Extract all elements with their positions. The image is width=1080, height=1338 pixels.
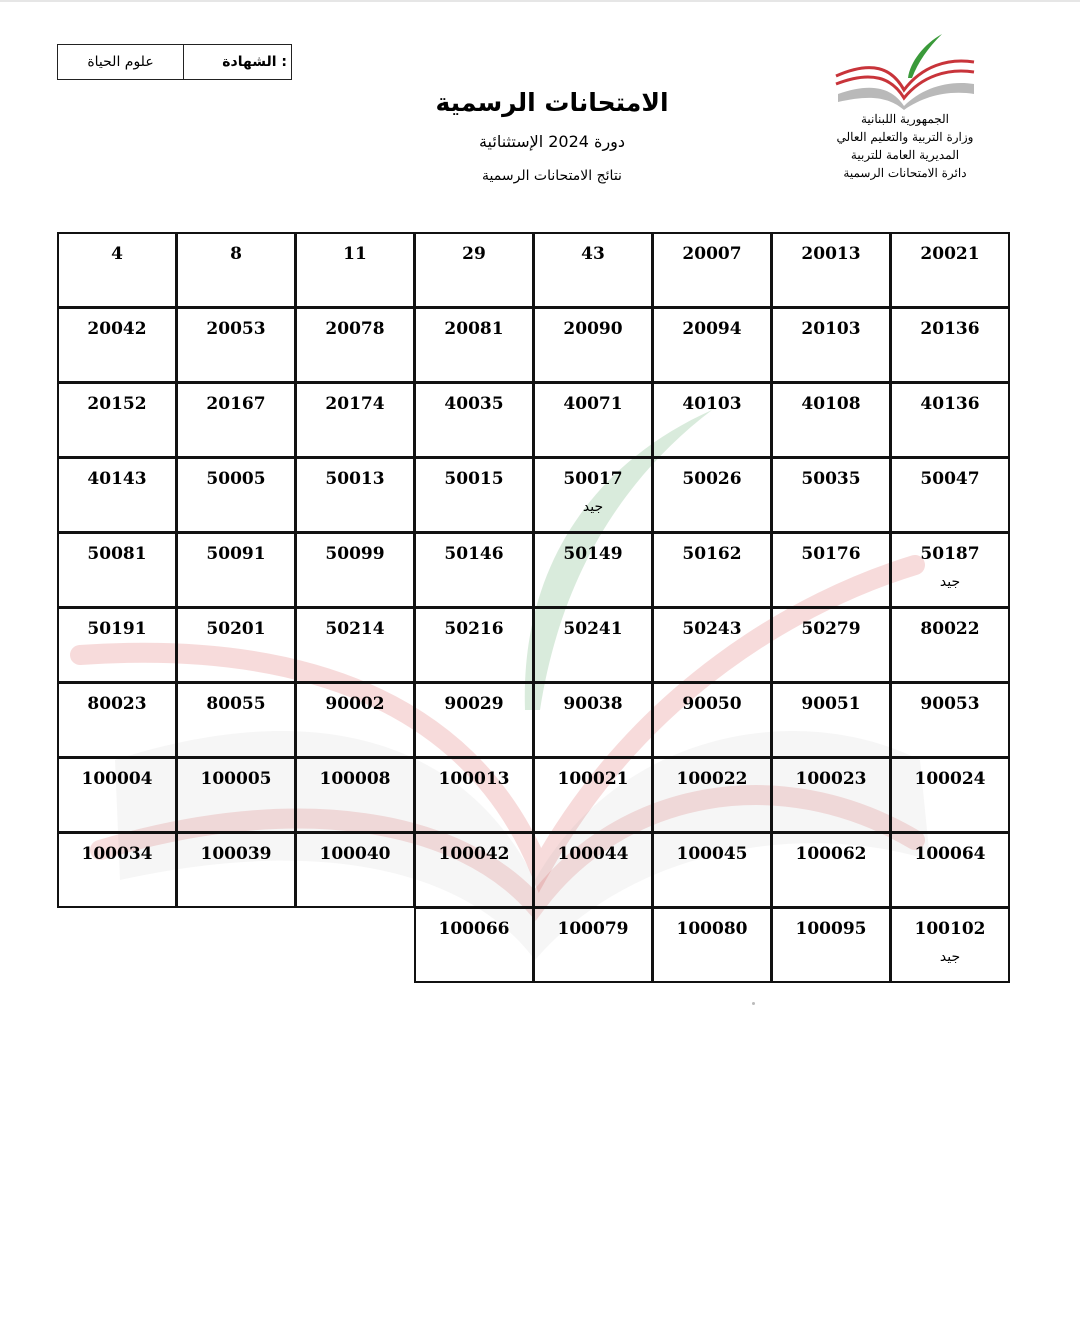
result-cell <box>533 532 653 608</box>
candidate-number: 100066 <box>438 919 510 939</box>
candidate-number: 100004 <box>81 769 153 789</box>
result-cell <box>295 532 415 608</box>
candidate-number: 8 <box>230 244 242 264</box>
result-cell <box>533 907 653 983</box>
result-cell <box>176 457 296 533</box>
result-cell <box>57 607 177 683</box>
result-cell <box>414 307 534 383</box>
candidate-number: 50214 <box>325 619 385 639</box>
result-cell <box>533 457 653 533</box>
result-cell <box>176 757 296 833</box>
candidate-number: 100024 <box>914 769 986 789</box>
candidate-number: 20103 <box>801 319 861 339</box>
candidate-number: 50201 <box>206 619 266 639</box>
candidate-number: 20167 <box>206 394 266 414</box>
page-title: الامتحانات الرسمية <box>435 88 669 117</box>
result-cell <box>414 532 534 608</box>
candidate-number: 50017 <box>563 469 623 489</box>
candidate-number: 100044 <box>557 844 629 864</box>
candidate-number: 50241 <box>563 619 623 639</box>
candidate-number: 11 <box>343 244 367 264</box>
result-cell <box>652 232 772 308</box>
grade-label: جيد <box>582 499 604 515</box>
ministry-line: وزارة التربية والتعليم العالي <box>836 130 974 144</box>
result-cell <box>414 832 534 908</box>
candidate-number: 100079 <box>557 919 629 939</box>
candidate-number: 50013 <box>325 469 385 489</box>
certificate-value: علوم الحياة <box>58 45 184 79</box>
candidate-number: 40143 <box>87 469 147 489</box>
result-cell <box>533 832 653 908</box>
result-cell <box>57 757 177 833</box>
candidate-number: 50015 <box>444 469 504 489</box>
result-cell <box>414 607 534 683</box>
candidate-number: 50026 <box>682 469 742 489</box>
ministry-block <box>820 110 990 182</box>
result-cell <box>652 532 772 608</box>
result-cell <box>890 457 1010 533</box>
result-cell <box>652 307 772 383</box>
result-cell <box>57 832 177 908</box>
result-cell <box>890 832 1010 908</box>
candidate-number: 20021 <box>920 244 980 264</box>
ministry-line: دائرة الامتحانات الرسمية <box>843 166 967 180</box>
result-cell <box>176 232 296 308</box>
result-cell <box>771 607 891 683</box>
result-cell <box>57 457 177 533</box>
candidate-number: 50005 <box>206 469 266 489</box>
result-cell <box>890 682 1010 758</box>
candidate-number: 50047 <box>920 469 980 489</box>
top-border <box>0 0 1080 2</box>
candidate-number: 50216 <box>444 619 504 639</box>
result-cell <box>176 307 296 383</box>
result-cell <box>771 757 891 833</box>
candidate-number: 90029 <box>444 694 504 714</box>
candidate-number: 40103 <box>682 394 742 414</box>
result-cell <box>533 682 653 758</box>
candidate-number: 20078 <box>325 319 385 339</box>
result-cell <box>57 682 177 758</box>
result-cell <box>771 682 891 758</box>
candidate-number: 20152 <box>87 394 147 414</box>
session-label: دورة 2024 الإستثنائية <box>478 132 626 151</box>
candidate-number: 100021 <box>557 769 629 789</box>
stray-dot <box>752 1002 755 1005</box>
result-cell <box>176 832 296 908</box>
result-cell <box>57 307 177 383</box>
candidate-number: 40108 <box>801 394 861 414</box>
candidate-number: 40035 <box>444 394 504 414</box>
result-cell <box>652 382 772 458</box>
candidate-number: 80055 <box>206 694 266 714</box>
candidate-number: 100008 <box>319 769 391 789</box>
candidate-number: 50091 <box>206 544 266 564</box>
result-cell <box>771 832 891 908</box>
candidate-number: 29 <box>462 244 486 264</box>
candidate-number: 20053 <box>206 319 266 339</box>
candidate-number: 90051 <box>801 694 861 714</box>
result-cell <box>176 532 296 608</box>
candidate-number: 20042 <box>87 319 147 339</box>
candidate-number: 100022 <box>676 769 748 789</box>
candidate-number: 100045 <box>676 844 748 864</box>
result-cell <box>890 382 1010 458</box>
candidate-number: 90038 <box>563 694 623 714</box>
result-cell <box>295 457 415 533</box>
result-cell <box>414 682 534 758</box>
result-cell <box>771 457 891 533</box>
grade-label: جيد <box>939 574 961 590</box>
result-cell <box>890 232 1010 308</box>
candidate-number: 80022 <box>920 619 980 639</box>
result-cell <box>890 907 1010 983</box>
result-cell <box>533 307 653 383</box>
ministry-line: المديرية العامة للتربية <box>850 148 960 162</box>
results-label: نتائج الامتحانات الرسمية <box>482 168 622 184</box>
candidate-number: 80023 <box>87 694 147 714</box>
candidate-number: 50146 <box>444 544 504 564</box>
candidate-number: 50149 <box>563 544 623 564</box>
candidate-number: 100005 <box>200 769 272 789</box>
candidate-number: 50081 <box>87 544 147 564</box>
candidate-number: 20081 <box>444 319 504 339</box>
result-cell <box>414 382 534 458</box>
result-cell <box>771 232 891 308</box>
result-cell <box>295 607 415 683</box>
result-cell <box>57 532 177 608</box>
candidate-number: 50187 <box>920 544 980 564</box>
result-cell <box>176 682 296 758</box>
result-cell <box>771 532 891 608</box>
candidate-number: 4 <box>111 244 123 264</box>
candidate-number: 100042 <box>438 844 510 864</box>
candidate-number: 100095 <box>795 919 867 939</box>
candidate-number: 40071 <box>563 394 623 414</box>
candidate-number: 43 <box>581 244 605 264</box>
ministry-line: الجمهورية اللبنانية <box>860 112 950 126</box>
result-cell <box>295 382 415 458</box>
candidate-number: 20094 <box>682 319 742 339</box>
candidate-number: 50162 <box>682 544 742 564</box>
candidate-number: 90002 <box>325 694 385 714</box>
candidate-number: 90053 <box>920 694 980 714</box>
candidate-number: 100034 <box>81 844 153 864</box>
candidate-number: 40136 <box>920 394 980 414</box>
candidate-number: 50191 <box>87 619 147 639</box>
result-cell <box>533 232 653 308</box>
result-cell <box>295 682 415 758</box>
candidate-number: 100013 <box>438 769 510 789</box>
candidate-number: 100062 <box>795 844 867 864</box>
result-cell <box>652 457 772 533</box>
candidate-number: 100023 <box>795 769 867 789</box>
candidate-number: 20174 <box>325 394 385 414</box>
result-cell <box>652 607 772 683</box>
result-cell <box>295 757 415 833</box>
candidate-number: 100040 <box>319 844 391 864</box>
result-cell <box>890 757 1010 833</box>
grade-label: جيد <box>939 949 961 965</box>
candidate-number: 20090 <box>563 319 623 339</box>
candidate-number: 50176 <box>801 544 861 564</box>
result-cell <box>414 907 534 983</box>
result-cell <box>652 832 772 908</box>
candidate-number: 100064 <box>914 844 986 864</box>
ministry-logo <box>832 32 978 110</box>
result-cell <box>176 382 296 458</box>
result-cell <box>57 232 177 308</box>
result-cell <box>414 757 534 833</box>
candidate-number: 50099 <box>325 544 385 564</box>
candidate-number: 20136 <box>920 319 980 339</box>
candidate-number: 20013 <box>801 244 861 264</box>
candidate-number: 20007 <box>682 244 742 264</box>
result-cell <box>533 607 653 683</box>
result-cell <box>533 382 653 458</box>
result-cell <box>295 232 415 308</box>
result-cell <box>533 757 653 833</box>
certificate-box <box>57 44 292 80</box>
result-cell <box>176 607 296 683</box>
result-cell <box>652 757 772 833</box>
result-cell <box>890 307 1010 383</box>
result-cell <box>771 382 891 458</box>
result-cell <box>652 907 772 983</box>
certificate-label: الشهادة : <box>222 54 287 70</box>
result-cell <box>295 832 415 908</box>
result-cell <box>414 457 534 533</box>
result-cell <box>771 907 891 983</box>
result-cell <box>890 607 1010 683</box>
result-cell <box>295 307 415 383</box>
candidate-number: 100080 <box>676 919 748 939</box>
candidate-number: 50035 <box>801 469 861 489</box>
result-cell <box>771 307 891 383</box>
results-table <box>57 232 1009 982</box>
candidate-number: 100102 <box>914 919 986 939</box>
result-cell <box>652 682 772 758</box>
candidate-number: 50243 <box>682 619 742 639</box>
candidate-number: 90050 <box>682 694 742 714</box>
candidate-number: 50279 <box>801 619 861 639</box>
result-cell <box>414 232 534 308</box>
result-cell <box>890 532 1010 608</box>
result-cell <box>57 382 177 458</box>
candidate-number: 100039 <box>200 844 272 864</box>
